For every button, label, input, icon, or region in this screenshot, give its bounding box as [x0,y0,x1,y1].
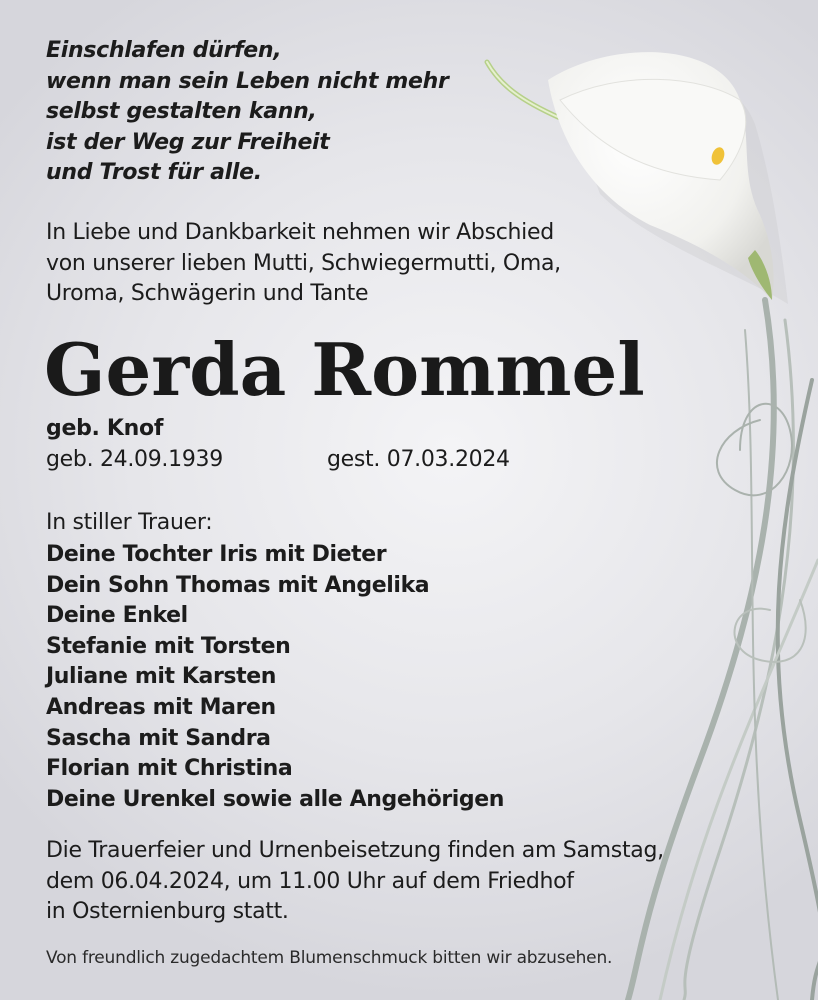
mourner-line: Deine Enkel [46,603,188,629]
farewell-intro [46,218,561,310]
intro-line: In Liebe und Dankbarkeit nehmen wir Abschied [46,220,554,245]
flowers-note: Von freundlich zugedachtem Blumenschmuck bitten wir abzusehen. [46,948,613,968]
intro-line: Uroma, Schwägerin und Tante [46,281,369,306]
mourner-line: Sascha mit Sandra [46,725,271,751]
quote-line: ist der Weg zur Freiheit [46,129,330,155]
memorial-quote [46,36,449,189]
mourner-line: Florian mit Christina [46,756,293,782]
intro-line: von unserer lieben Mutti, Schwiegermutti, Oma, [46,250,561,276]
service-line: in Osternienburg statt. [46,899,289,924]
mourners-heading: In stiller Trauer: [46,510,213,535]
service-line: dem 06.04.2024, um 11.00 Uhr auf dem Friedhof [46,868,574,894]
quote-line: wenn man sein Leben nicht mehr [46,68,449,94]
service-line: Die Trauerfeier und Urnenbeisetzung finden am Samstag, [46,838,664,863]
deceased-name: Gerda Rommel [44,327,645,412]
quote-line: selbst gestalten kann, [46,99,317,125]
death-date: gest. 07.03.2024 [327,447,510,472]
maiden-name: geb. Knof [46,416,164,441]
mourners-list [46,540,504,815]
service-details [46,836,664,928]
mourner-line: Deine Tochter Iris mit Dieter [46,542,387,567]
quote-line: Einschlafen dürfen, [46,38,282,63]
mourner-line: Andreas mit Maren [46,694,276,720]
birth-date: geb. 24.09.1939 [46,447,223,472]
mourner-line: Dein Sohn Thomas mit Angelika [46,572,430,598]
quote-line: und Trost für alle. [46,160,262,186]
mourner-line: Stefanie mit Torsten [46,633,291,659]
mourner-line: Deine Urenkel sowie alle Angehörigen [46,786,505,812]
mourner-line: Juliane mit Karsten [46,664,276,690]
